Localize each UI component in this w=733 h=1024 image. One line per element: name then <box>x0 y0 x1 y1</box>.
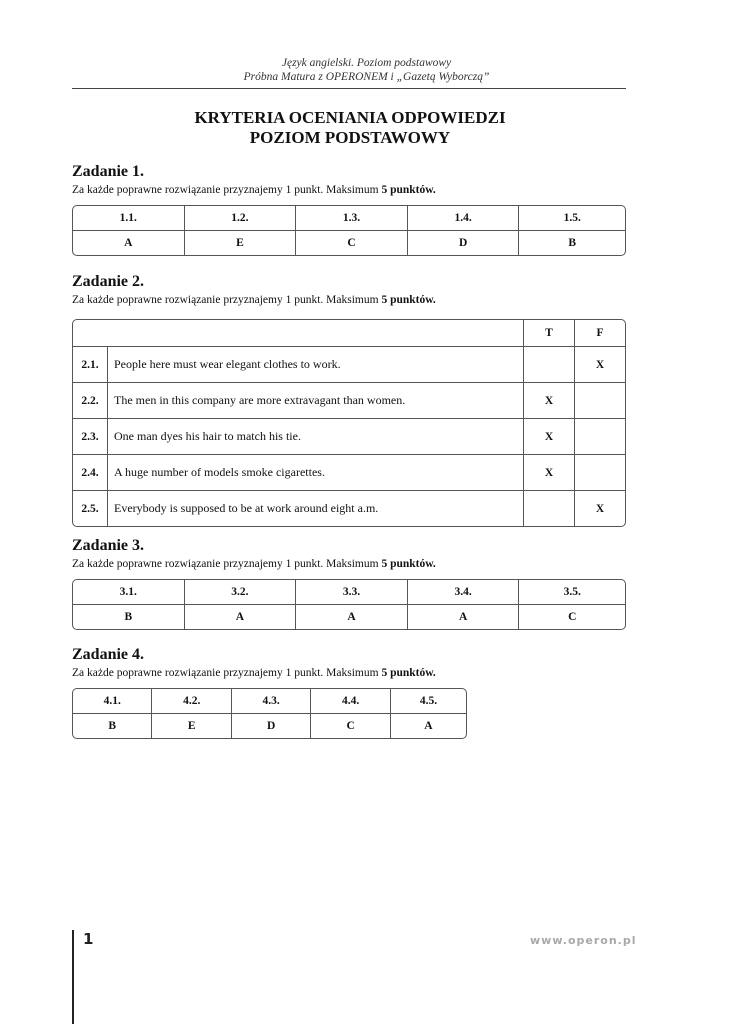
answer-cell: A <box>408 605 520 629</box>
task3-answer-table <box>72 579 626 630</box>
statement-text: People here must wear elegant clothes to work. <box>108 347 524 383</box>
running-header <box>0 56 733 84</box>
table-row <box>73 419 625 455</box>
answer-cell: D <box>408 231 520 255</box>
false-mark: X <box>575 347 625 383</box>
statement-text: The men in this company are more extravagant than women. <box>108 383 524 419</box>
table-header-row <box>73 689 466 714</box>
item-number: 1.4. <box>408 206 520 231</box>
table-answer-row <box>73 231 625 255</box>
table-answer-row <box>73 605 625 629</box>
table-answer-row <box>73 714 466 738</box>
statement-text: One man dyes his hair to match his tie. <box>108 419 524 455</box>
item-number: 4.2. <box>152 689 231 714</box>
statement-number: 2.2. <box>73 383 108 419</box>
task3-note: Za każde poprawne rozwiązanie przyznajemy 1 punkt. Maksimum 5 punktów. <box>72 558 436 570</box>
false-mark <box>575 383 625 419</box>
task2-title: Zadanie 2. <box>72 273 145 290</box>
publisher-site-link: www.operon.pl <box>530 934 637 947</box>
task1-title: Zadanie 1. <box>72 163 145 180</box>
answer-cell: A <box>185 605 297 629</box>
statement-text: A huge number of models smoke cigarettes. <box>108 455 524 491</box>
page-title <box>0 108 700 148</box>
answer-cell: C <box>568 611 577 623</box>
table-row <box>73 455 625 491</box>
task4-title: Zadanie 4. <box>72 646 145 663</box>
column-false-header: F <box>575 320 625 347</box>
false-mark <box>575 419 625 455</box>
column-true-header: T <box>524 320 575 347</box>
item-number: 4.1. <box>73 689 152 714</box>
statement-number: 2.5. <box>73 491 108 526</box>
false-mark <box>575 455 625 491</box>
false-mark: X <box>595 502 605 515</box>
true-mark <box>524 491 575 526</box>
header-divider <box>72 88 626 89</box>
statement-text: Everybody is supposed to be at work around eight a.m. <box>108 491 524 526</box>
item-number: 4.5. <box>391 689 466 714</box>
table-row <box>73 491 625 526</box>
task1-answer-table <box>72 205 626 256</box>
task2-true-false-table <box>72 319 626 527</box>
header-blank-cell <box>73 320 524 347</box>
answer-cell: C <box>311 714 390 738</box>
task1-section <box>72 163 626 256</box>
task2-note: Za każde poprawne rozwiązanie przyznajemy 1 punkt. Maksimum 5 punktów. <box>72 294 436 306</box>
footer-margin-rule <box>72 930 74 1024</box>
item-number: 3.2. <box>185 580 297 605</box>
table-row <box>73 347 625 383</box>
statement-number: 2.4. <box>73 455 108 491</box>
item-number: 3.5. <box>519 580 625 605</box>
task2-section <box>72 273 626 527</box>
task4-answer-table <box>72 688 467 739</box>
answer-cell: B <box>73 605 185 629</box>
page-title-line2: POZIOM PODSTAWOWY <box>249 128 451 147</box>
answer-cell: B <box>568 237 577 249</box>
item-number: 3.4. <box>408 580 520 605</box>
item-number: 3.3. <box>296 580 408 605</box>
table-row <box>73 383 625 419</box>
task4-note: Za każde poprawne rozwiązanie przyznajemy 1 punkt. Maksimum 5 punktów. <box>72 667 436 679</box>
true-mark <box>524 347 575 383</box>
item-number: 3.1. <box>73 580 185 605</box>
header-exam: Próbna Matura z OPERONEM i „Gazetą Wyborczą” <box>243 71 490 83</box>
statement-number: 2.1. <box>73 347 108 383</box>
item-number: 4.4. <box>311 689 390 714</box>
table-header-row <box>73 580 625 605</box>
statement-number: 2.3. <box>73 419 108 455</box>
answer-cell: A <box>424 720 433 732</box>
task3-title: Zadanie 3. <box>72 537 145 554</box>
answer-cell: A <box>296 605 408 629</box>
answer-cell: E <box>152 714 231 738</box>
task4-section <box>72 646 626 739</box>
answer-cell: B <box>73 714 152 738</box>
item-number: 1.1. <box>73 206 185 231</box>
true-mark: X <box>524 455 575 491</box>
item-number: 1.5. <box>519 206 625 231</box>
item-number: 4.3. <box>232 689 311 714</box>
table-header-row <box>73 206 625 231</box>
answer-cell: D <box>232 714 311 738</box>
page-title-line1: KRYTERIA OCENIANIA ODPOWIEDZI <box>194 108 506 127</box>
item-number: 1.3. <box>296 206 408 231</box>
page-number: 1 <box>83 930 94 948</box>
task1-note: Za każde poprawne rozwiązanie przyznajemy 1 punkt. Maksimum 5 punktów. <box>72 184 436 196</box>
answer-cell: E <box>185 231 297 255</box>
true-mark: X <box>524 383 575 419</box>
answer-cell: C <box>296 231 408 255</box>
answer-cell: A <box>73 231 185 255</box>
true-mark: X <box>524 419 575 455</box>
table-header-row <box>73 320 625 347</box>
header-subject: Język angielski. Poziom podstawowy <box>281 57 452 69</box>
task3-section <box>72 537 626 630</box>
item-number: 1.2. <box>185 206 297 231</box>
